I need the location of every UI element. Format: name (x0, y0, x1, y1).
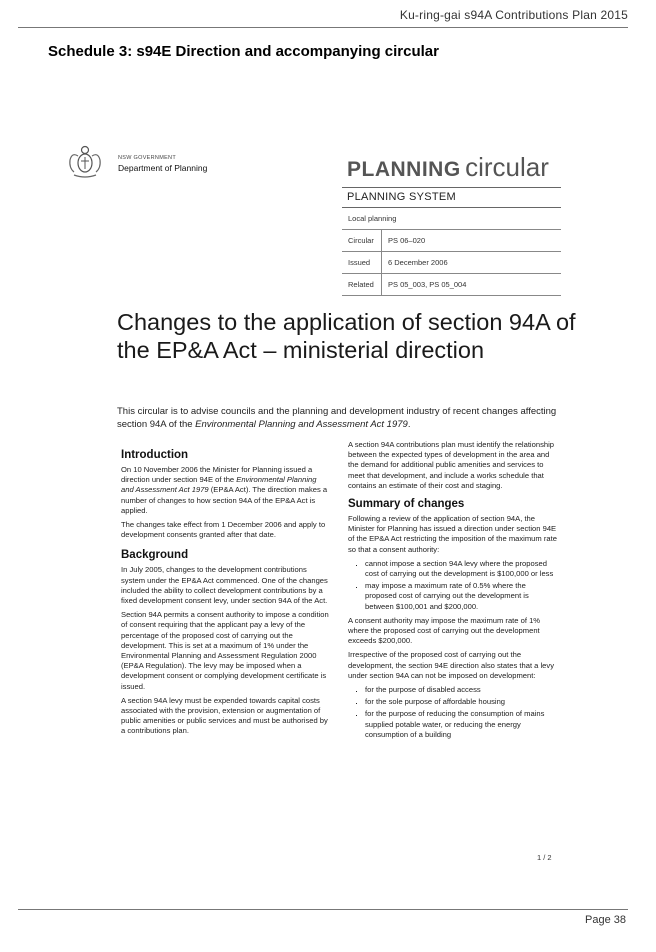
circular-word: circular (465, 152, 549, 182)
list-item: ▪ for the purpose of disabled access (365, 685, 558, 695)
list-item: ▪ cannot impose a section 94A levy where the proposed cost of carrying out the development is $100,000 or less (365, 559, 558, 579)
circular-intro (117, 405, 567, 431)
list-item: ▪ for the purpose of reducing the consumption of mains supplied potable water, or reducing the energy consumption of a building (365, 709, 558, 740)
department-name: Department of Planning (118, 163, 208, 173)
circular-metadata-table (342, 229, 561, 296)
page-number: Page 38 (585, 914, 626, 926)
nsw-government-logo (66, 142, 206, 184)
background-paragraph-3: A section 94A levy must be expended towards capital costs associated with the provision, extension or augmentation of public amenities or public services and must be authorised by a contributions plan. (121, 695, 328, 736)
coat-of-arms-icon (66, 142, 104, 180)
summary-paragraph-2: A consent authority may impose the maximum rate of 1% where the proposed cost of carrying out the development exceeds $200,000. (348, 615, 541, 646)
exempt-development-list (348, 685, 558, 740)
planning-system-label: PLANNING SYSTEM (347, 191, 457, 203)
local-planning-label: Local planning (348, 214, 397, 223)
circular-title: Changes to the application of section 94A of the EP&A Act – ministerial direction (117, 309, 576, 363)
circular-page-indicator: 1 / 2 (537, 853, 552, 862)
meta-row-issued (342, 252, 561, 274)
meta-rule-top (342, 187, 561, 188)
meta-value: PS 06–020 (382, 230, 562, 252)
left-column (121, 448, 330, 741)
meta-key: Issued (342, 252, 382, 274)
meta-value: 6 December 2006 (382, 252, 562, 274)
document-header-title: Ku-ring-gai s94A Contributions Plan 2015 (399, 8, 628, 22)
list-item: ▪ may impose a maximum rate of 0.5% where the proposed cost of carrying out the development is between $100,001 and $200,000. (365, 581, 558, 612)
background-heading: Background (121, 549, 189, 562)
intro-text: This circular is to advise councils and the planning and development industry of recent changes affecting section 94A of the (117, 406, 557, 430)
meta-key: Circular (342, 230, 382, 252)
meta-row-related (342, 274, 561, 296)
planning-word: PLANNING (347, 158, 461, 181)
footer-rule (18, 909, 628, 910)
list-item: ▪ for the sole purpose of affordable housing (365, 697, 558, 707)
text-run: (EP&A Act). The direction makes a number of changes to how section 94A of the EP&A Act is applied. (121, 485, 328, 515)
planning-circular-heading (347, 152, 549, 183)
levy-restriction-list (348, 559, 558, 612)
contributions-plan-paragraph: A section 94A contributions plan must identify the relationship between the expected types of development in the area and the demand for additional public amenities and services to meet that development, and include a works schedule that contains an estimate of their cost and staging. (348, 440, 554, 490)
text-run: On 10 November 2006 the Minister for Planning issued a direction under section 94E of the (121, 465, 313, 485)
header-rule (18, 27, 628, 28)
meta-rule-mid (342, 207, 561, 208)
background-paragraph-1: In July 2005, changes to the development contributions system under the EP&A Act commenced. One of the changes included the ability to collect development contributions by a fixed development consent levy, under section 94A of the Act. (121, 565, 328, 606)
introduction-paragraph-1 (121, 465, 330, 516)
background-paragraph-2: Section 94A permits a consent authority to impose a condition of consent requiring that the applicant pay a levy of the percentage of the proposed cost of carrying out the development. This is set at a maximum of 1% under the Environmental Planning and Assessment Regulation 2000 (EP&A Regulation). The levy may be imposed when a development consent or complying development certificate is issued. (121, 610, 329, 691)
meta-key: Related (342, 274, 382, 296)
schedule-title: Schedule 3: s94E Direction and accompanying circular (48, 43, 439, 60)
right-column (348, 440, 558, 744)
government-label: NSW GOVERNMENT (118, 155, 176, 161)
summary-heading: Summary of changes (348, 498, 465, 511)
introduction-paragraph-2: The changes take effect from 1 December 2006 and apply to development consents granted after that date. (121, 520, 326, 540)
act-name-italic: Environmental Planning and Assessment Act 1979 (121, 475, 317, 495)
meta-value: PS 05_003, PS 05_004 (382, 274, 562, 296)
intro-end: . (407, 419, 411, 430)
act-name: Environmental Planning and Assessment Act 1979 (195, 419, 408, 430)
meta-row-circular (342, 230, 561, 252)
summary-paragraph-3: Irrespective of the proposed cost of carrying out the development, the section 94E direction also states that a levy under section 94A can not be imposed on development: (348, 650, 554, 680)
summary-paragraph-1: Following a review of the application of section 94A, the Minister for Planning has issued a direction under section 94E of the EP&A Act restricting the imposition of the maximum rate so that a consent authority: (348, 514, 557, 554)
introduction-heading: Introduction (121, 449, 189, 461)
